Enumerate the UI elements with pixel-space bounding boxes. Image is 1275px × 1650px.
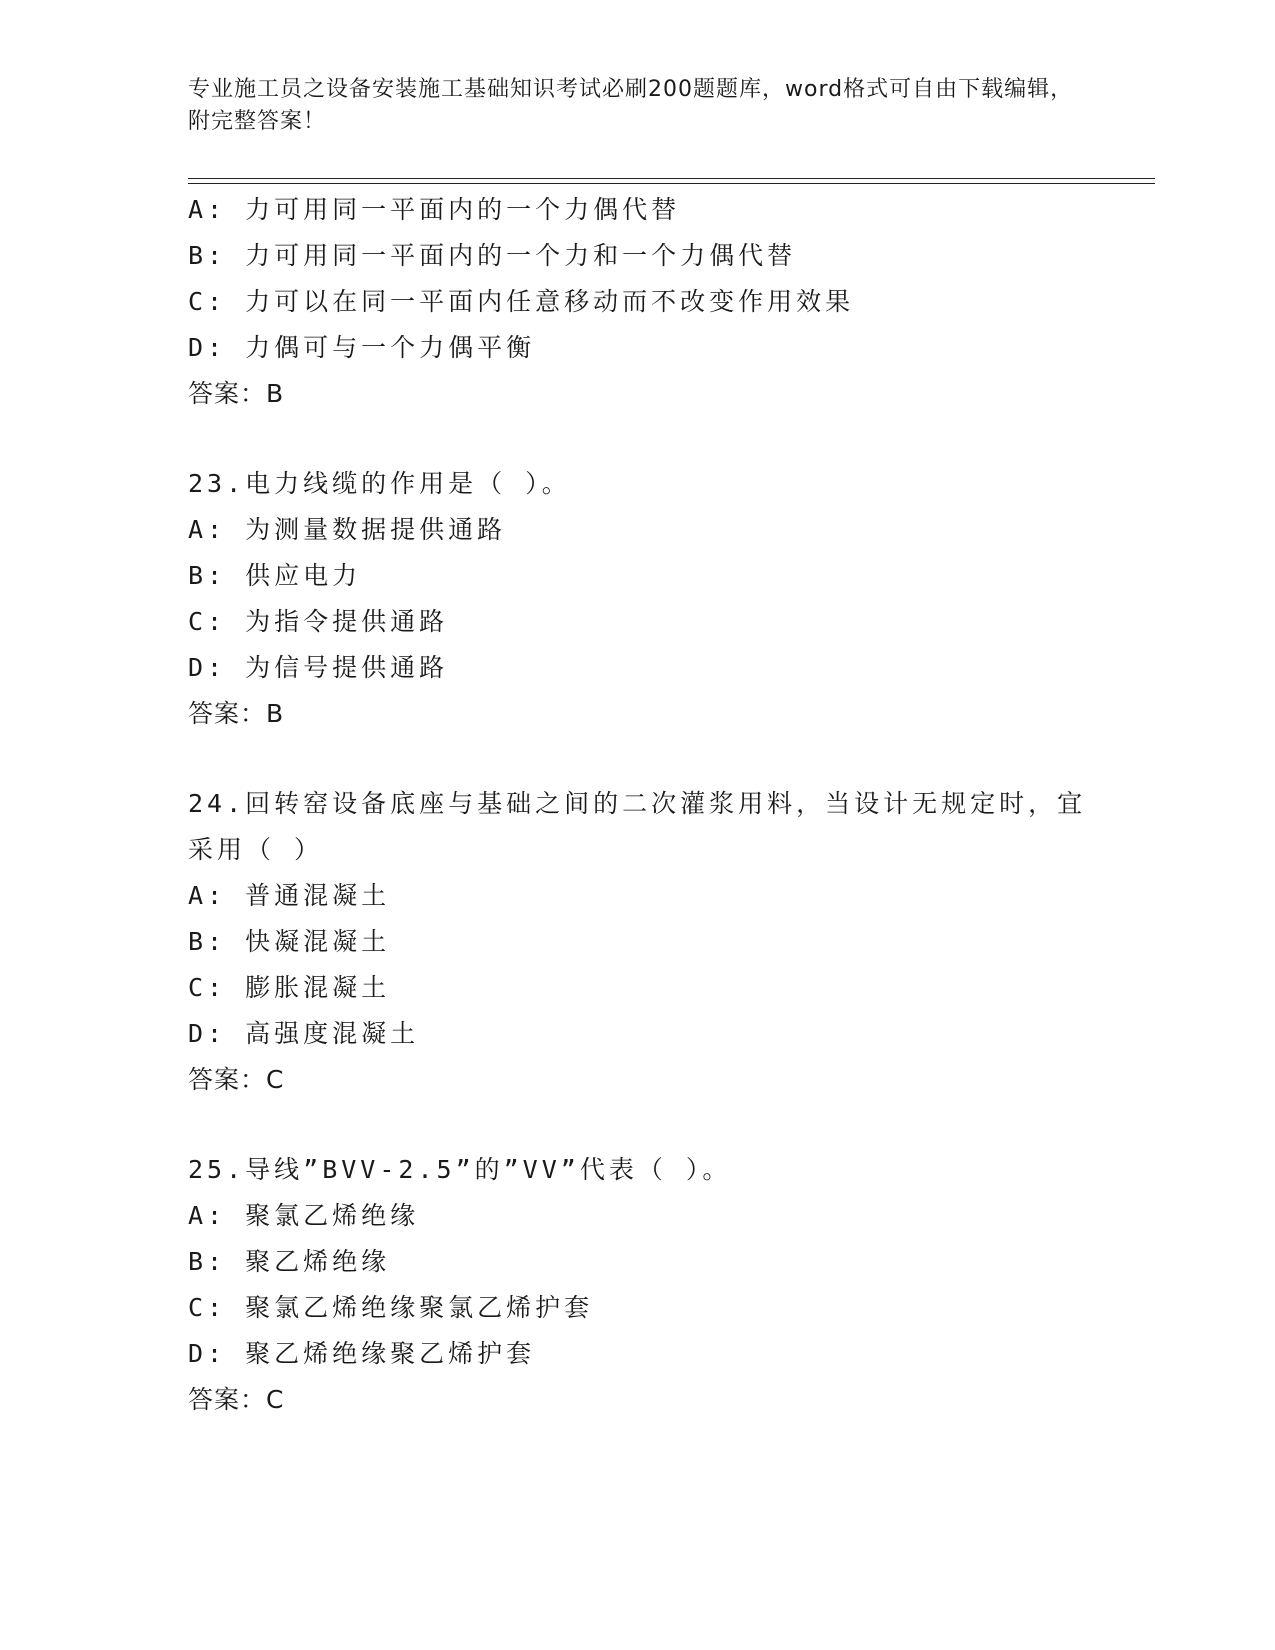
question-25: [188, 1147, 1108, 1423]
document-header: 专业施工员之设备安装施工基础知识考试必刷200题题库，word格式可自由下载编辑，附完整答案！: [188, 77, 1074, 134]
question-24: [188, 781, 1108, 1103]
question-list: [188, 187, 1108, 1423]
option-c: C: 力可以在同一平面内任意移动而不改变作用效果: [188, 287, 855, 316]
option-c: C: 膨胀混凝土: [188, 973, 391, 1002]
option-b: B: 供应电力: [188, 561, 362, 590]
option-c: C: 聚氯乙烯绝缘聚氯乙烯护套: [188, 1293, 594, 1322]
question-stem: 24.回转窑设备底座与基础之间的二次灌浆用料，当设计无规定时，宜采用（ ）: [188, 789, 1087, 864]
option-a: A: 聚氯乙烯绝缘: [188, 1201, 420, 1230]
option-a: A: 力可用同一平面内的一个力偶代替: [188, 195, 681, 224]
question-23: [188, 461, 1108, 737]
option-c: C: 为指令提供通路: [188, 607, 449, 636]
answer-line: 答案：B: [188, 379, 285, 408]
option-b: B: 聚乙烯绝缘: [188, 1247, 391, 1276]
header-rule-bottom: [188, 183, 1155, 184]
answer-line: 答案：B: [188, 699, 285, 728]
option-a: A: 为测量数据提供通路: [188, 515, 507, 544]
question-stem: 25.导线”BVV-2.5”的”VV”代表（ ）。: [188, 1155, 732, 1184]
answer-line: 答案：C: [188, 1065, 285, 1094]
option-d: D: 聚乙烯绝缘聚乙烯护套: [188, 1339, 536, 1368]
option-a: A: 普通混凝土: [188, 881, 391, 910]
option-b: B: 力可用同一平面内的一个力和一个力偶代替: [188, 241, 797, 270]
question-stem: 23.电力线缆的作用是（ ）。: [188, 469, 571, 498]
header-rule-top: [188, 178, 1155, 179]
option-d: D: 力偶可与一个力偶平衡: [188, 333, 536, 362]
answer-line: 答案：C: [188, 1385, 285, 1414]
option-d: D: 为信号提供通路: [188, 653, 449, 682]
question-22: [188, 187, 1108, 417]
option-d: D: 高强度混凝土: [188, 1019, 420, 1048]
option-b: B: 快凝混凝土: [188, 927, 391, 956]
